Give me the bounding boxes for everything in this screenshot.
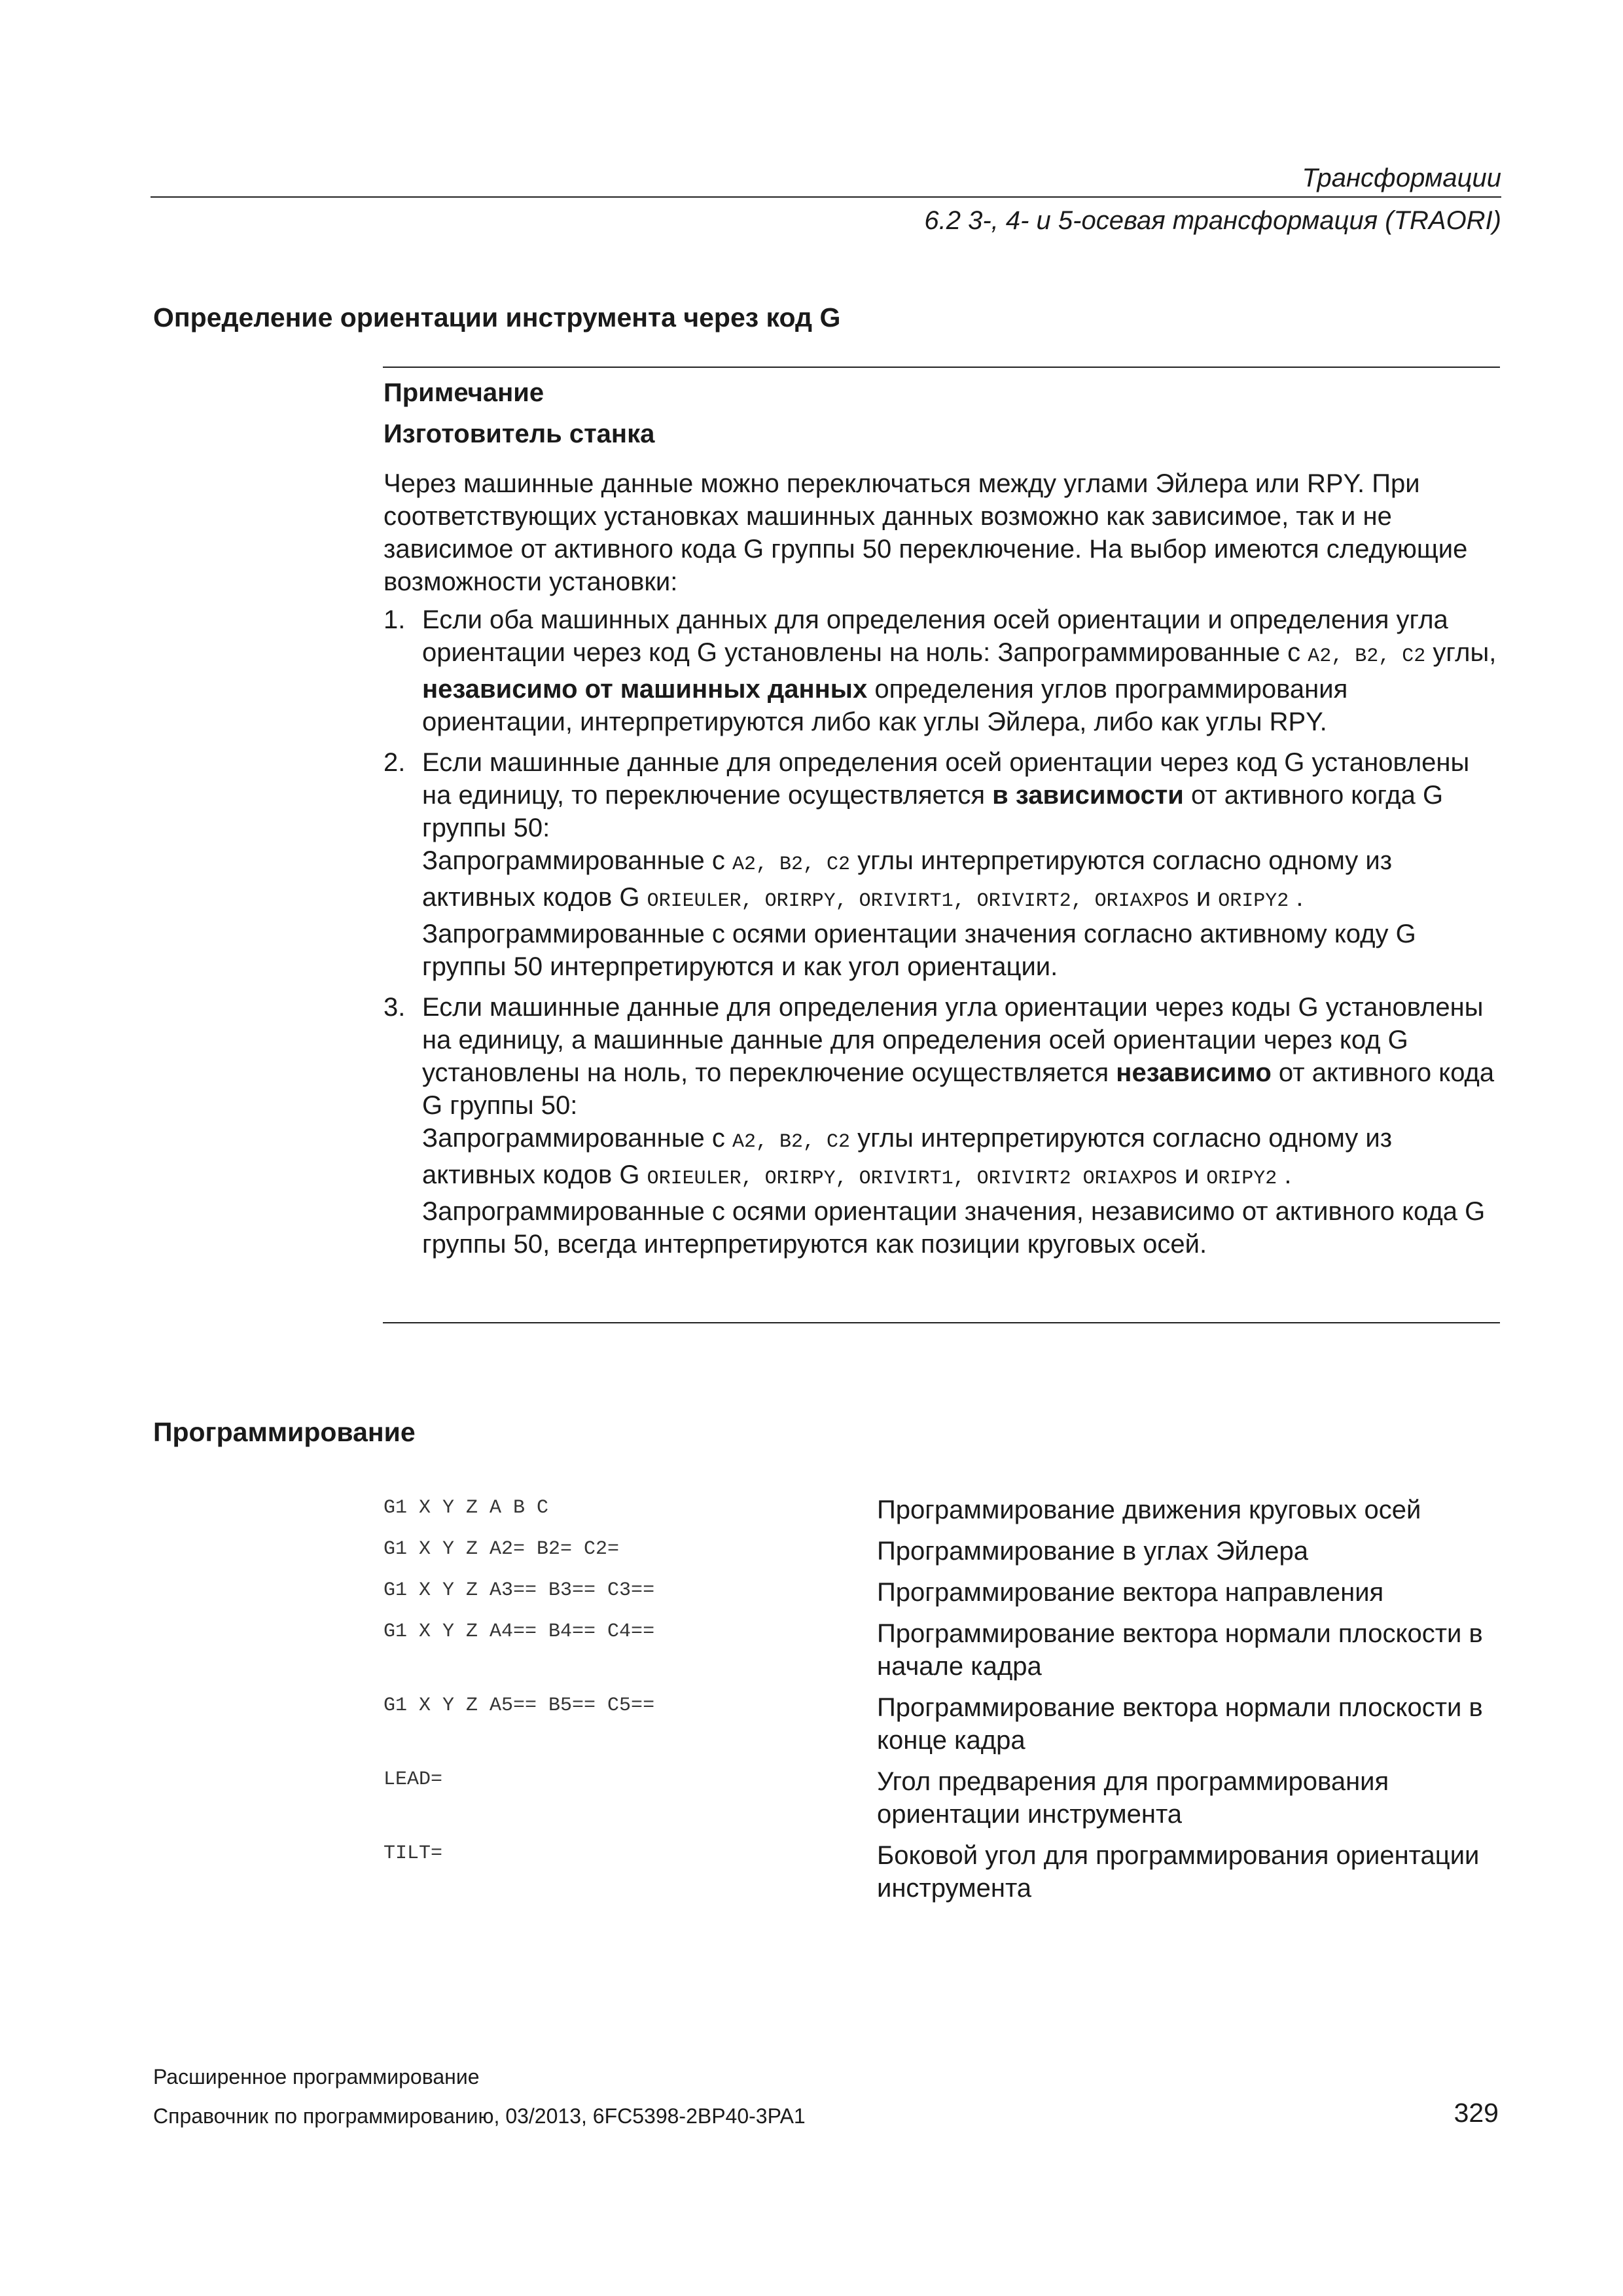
table-row — [383, 1765, 1500, 1831]
note-block — [383, 376, 1500, 1268]
section-title-programming: Программирование — [153, 1417, 416, 1447]
description-cell: Угол предварения для программирования ориентации инструмента — [877, 1767, 1389, 1829]
code-inline: A2, B2, C2 — [732, 1131, 850, 1153]
table-row — [383, 1839, 1500, 1905]
description-cell: Программирование вектора направления — [877, 1578, 1384, 1607]
header-section: 6.2 3-, 4- и 5-осевая трансформация (TRAORI) — [924, 206, 1501, 235]
header-divider — [151, 196, 1501, 198]
list-item: 1. Если оба машинных данных для определения осей ориентации и определения угла ориентации через код G установлены на ноль: Запрограммированные с A2, B2, C2 углы, независимо от машинных данных определения углов программирования ориентации, интерпретируются либо как углы Эйлера, либо как углы RPY. — [383, 603, 1500, 738]
table-row — [383, 1617, 1500, 1683]
code-inline: ORIEULER, ORIRPY, ORIVIRT1, ORIVIRT2 ORIAXPOS — [647, 1168, 1177, 1190]
footer-book-reference: Справочник по программированию, 03/2013, 6FC5398-2BP40-3PA1 — [153, 2104, 806, 2128]
description-cell: Программирование движения круговых осей — [877, 1496, 1421, 1524]
table-row — [383, 1535, 1500, 1568]
emphasis: независимо от машинных данных — [422, 675, 868, 704]
description-cell: Программирование вектора нормали плоскости в конце кадра — [877, 1693, 1483, 1755]
programming-table — [383, 1494, 1500, 1913]
description-cell: Программирование вектора нормали плоскости в начале кадра — [877, 1619, 1483, 1681]
list-number: 2. — [383, 748, 406, 777]
description-cell: Программирование в углах Эйлера — [877, 1537, 1308, 1566]
note-list — [383, 603, 1500, 1261]
list-item: 3. Если машинные данные для определения угла ориентации через коды G установлены на единицу, а машинные данные для определения осей ориентации через код G установлены на ноль, то переключение осуществляется независимо от активного кода G группы 50: Запрограммированные с A2, B2, C2 углы интерпретируются согласно одному из активных кодов G ORIEULER, ORIRPY, ORIVIRT1, ORIVIRT2 ORIAXPOS и ORIPY2 . Запрограммированные с осями ориентации значения, независимо от активного кода G группы 50, всегда интерпретируются как позиции круговых осей. — [383, 991, 1500, 1261]
note-label: Примечание — [383, 378, 544, 407]
code-inline: ORIEULER, ORIRPY, ORIVIRT1, ORIVIRT2, ORIAXPOS — [647, 890, 1189, 912]
table-row — [383, 1691, 1500, 1757]
note-intro: Через машинные данные можно переключаться между углами Эйлера или RPY. При соответствующих установках машинных данных возможно как зависимое, так и не зависимое от активного кода G группы 50 переключение. На выбор имеются следующие возможности установки: — [383, 469, 1468, 596]
note-bottom-rule — [383, 1322, 1500, 1323]
code-cell: G1 X Y Z A3== B3== C3== — [383, 1579, 655, 1602]
header-chapter: Трансформации — [1302, 164, 1501, 192]
code-inline: ORIPY2 — [1218, 890, 1289, 912]
emphasis: в зависимости — [992, 781, 1184, 810]
table-row — [383, 1576, 1500, 1609]
code-cell: LEAD= — [383, 1768, 443, 1791]
code-cell: G1 X Y Z A4== B4== C4== — [383, 1621, 655, 1643]
code-cell: TILT= — [383, 1842, 443, 1865]
table-row — [383, 1494, 1500, 1526]
footer-book-title: Расширенное программирование — [153, 2065, 480, 2089]
code-inline: A2, B2, C2 — [1308, 645, 1426, 668]
description-cell: Боковой угол для программирования ориентации инструмента — [877, 1841, 1480, 1903]
section-title-orientation: Определение ориентации инструмента через код G — [153, 302, 841, 332]
code-cell: G1 X Y Z A B C — [383, 1497, 549, 1519]
list-number: 1. — [383, 605, 406, 634]
code-inline: A2, B2, C2 — [732, 853, 850, 876]
list-number: 3. — [383, 993, 406, 1022]
emphasis: независимо — [1116, 1058, 1272, 1087]
list-item: 2. Если машинные данные для определения осей ориентации через код G установлены на единицу, то переключение осуществляется в зависимости от активного когда G группы 50: Запрограммированные с A2, B2, C2 углы интерпретируются согласно одному из активных кодов G ORIEULER, ORIRPY, ORIVIRT1, ORIVIRT2, ORIAXPOS и ORIPY2 . Запрограммированные с осями ориентации значения согласно активному коду G группы 50 интерпретируются и как угол ориентации. — [383, 746, 1500, 983]
code-inline: ORIPY2 — [1206, 1168, 1277, 1190]
code-cell: G1 X Y Z A2= B2= C2= — [383, 1538, 620, 1560]
note-sublabel: Изготовитель станка — [383, 420, 655, 448]
page-number: 329 — [1454, 2098, 1499, 2128]
code-cell: G1 X Y Z A5== B5== C5== — [383, 1695, 655, 1717]
note-top-rule — [383, 367, 1500, 368]
